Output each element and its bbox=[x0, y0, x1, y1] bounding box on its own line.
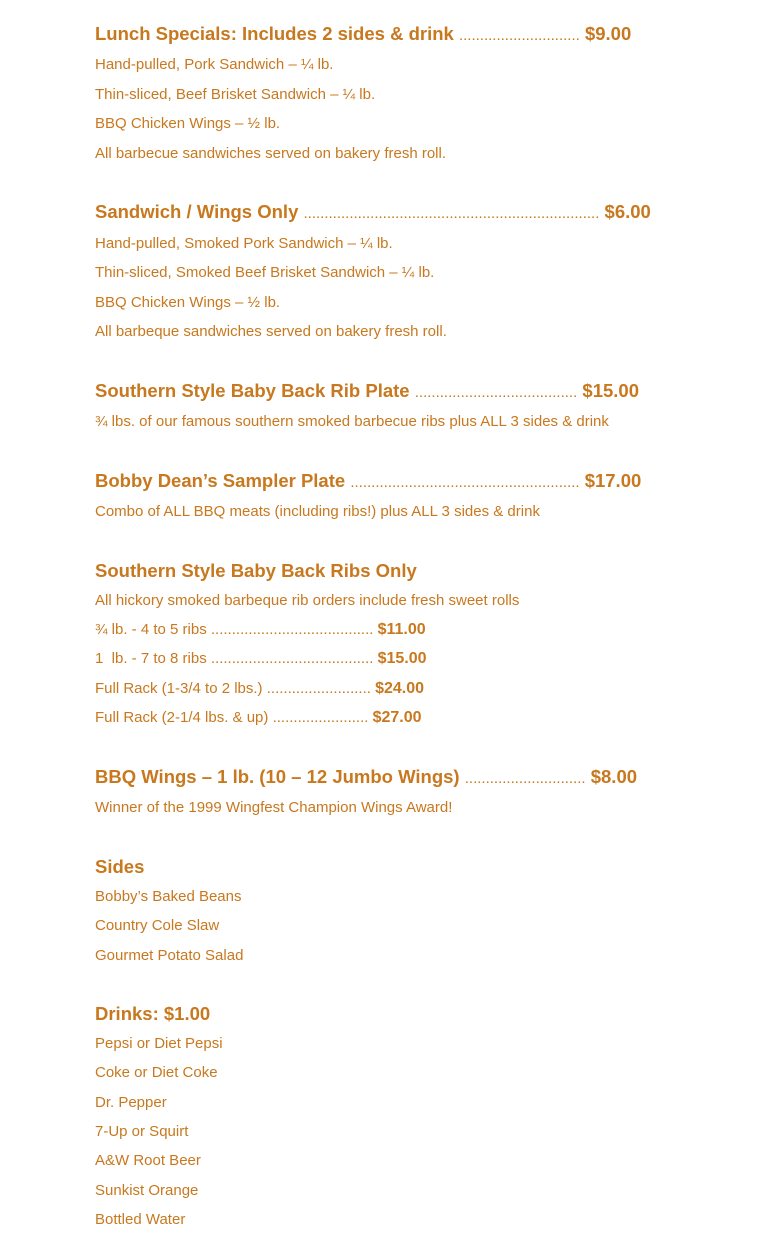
menu-item: Thin-sliced, Smoked Beef Brisket Sandwich – ¼ lb. bbox=[95, 264, 435, 282]
spacer bbox=[95, 733, 755, 762]
rib-plate-price: $15.00 bbox=[582, 379, 640, 401]
spacer bbox=[95, 823, 755, 852]
side-item: Gourmet Potato Salad bbox=[95, 946, 244, 964]
rib-option-label: Full Rack (2-1/4 lbs. & up) bbox=[95, 709, 269, 727]
lunch-specials-price: $9.00 bbox=[584, 23, 632, 44]
menu bbox=[95, 19, 755, 1235]
ribs-only-heading bbox=[95, 556, 755, 585]
drink-item: Sunkist Orange bbox=[95, 1181, 199, 1199]
sides-heading: Sides bbox=[95, 856, 145, 878]
sampler-plate-price: $17.00 bbox=[584, 470, 642, 492]
bbq-wings-title: BBQ Wings – 1 lb. (10 – 12 Jumbo Wings) bbox=[95, 766, 460, 788]
menu-item: Hand-pulled, Smoked Pork Sandwich – ¼ lb. bbox=[95, 234, 393, 252]
lunch-specials-title: Lunch Specials: Includes 2 sides & drink bbox=[95, 23, 454, 44]
bbq-wings-heading bbox=[95, 762, 755, 793]
menu-note: All barbeque sandwiches served on bakery fresh roll. bbox=[95, 323, 447, 341]
rib-option-leader: ......................... bbox=[266, 679, 371, 697]
sandwich-wings-price: $6.00 bbox=[604, 201, 651, 223]
bbq-wings-price: $8.00 bbox=[590, 766, 638, 788]
bbq-wings-description: Winner of the 1999 Wingfest Champion Wings Award! bbox=[95, 799, 453, 817]
rib-option-price: $24.00 bbox=[375, 679, 425, 697]
ribs-only-description: All hickory smoked barbeque rib orders include fresh sweet rolls bbox=[95, 591, 520, 609]
rib-option-leader: ....................... bbox=[272, 709, 369, 727]
menu-note: All barbecue sandwiches served on bakery fresh roll. bbox=[95, 144, 447, 162]
drink-item: Pepsi or Diet Pepsi bbox=[95, 1034, 223, 1052]
drink-item: Bottled Water bbox=[95, 1211, 186, 1229]
lunch-specials-heading bbox=[95, 19, 755, 50]
sampler-plate-description: Combo of ALL BBQ meats (including ribs!) plus ALL 3 sides & drink bbox=[95, 503, 540, 521]
drink-item: A&W Root Beer bbox=[95, 1152, 201, 1170]
sampler-plate-heading bbox=[95, 466, 755, 497]
menu-item: BBQ Chicken Wings – ½ lb. bbox=[95, 115, 281, 133]
rib-option bbox=[95, 644, 755, 673]
rib-option-label: ¾ lb. - 4 to 5 ribs bbox=[95, 621, 207, 639]
rib-plate-leader: ....................................... bbox=[414, 383, 578, 401]
spacer bbox=[95, 527, 755, 556]
lunch-specials-leader: ............................. bbox=[458, 27, 580, 44]
sandwich-wings-title: Sandwich / Wings Only bbox=[95, 201, 299, 223]
bbq-wings-leader: ............................. bbox=[464, 770, 586, 788]
menu-item: Hand-pulled, Pork Sandwich – ¼ lb. bbox=[95, 56, 334, 74]
side-item: Bobby’s Baked Beans bbox=[95, 887, 242, 905]
sandwich-wings-leader: ....................................................................... bbox=[303, 205, 600, 223]
drink-item: Dr. Pepper bbox=[95, 1093, 167, 1111]
menu-item: Thin-sliced, Beef Brisket Sandwich – ¼ lb. bbox=[95, 85, 376, 103]
rib-option-leader: ....................................... bbox=[210, 650, 374, 668]
drink-item: Coke or Diet Coke bbox=[95, 1064, 218, 1082]
sandwich-wings-heading bbox=[95, 197, 755, 228]
ribs-only-title: Southern Style Baby Back Ribs Only bbox=[95, 560, 417, 582]
rib-option-price: $15.00 bbox=[377, 650, 427, 668]
rib-option-leader: ....................................... bbox=[210, 621, 374, 639]
rib-option bbox=[95, 703, 755, 732]
rib-option-label: 1 lb. - 7 to 8 ribs bbox=[95, 650, 207, 668]
rib-option-price: $27.00 bbox=[372, 709, 422, 727]
rib-plate-title: Southern Style Baby Back Rib Plate bbox=[95, 379, 410, 401]
drink-item: 7-Up or Squirt bbox=[95, 1122, 189, 1140]
sampler-plate-title: Bobby Dean’s Sampler Plate bbox=[95, 470, 346, 492]
rib-option-label: Full Rack (1-3/4 to 2 lbs.) bbox=[95, 679, 263, 697]
rib-plate-description: ¾ lbs. of our famous southern smoked barbecue ribs plus ALL 3 sides & drink bbox=[95, 413, 609, 431]
spacer bbox=[95, 346, 755, 375]
side-item: Country Cole Slaw bbox=[95, 917, 220, 935]
spacer bbox=[95, 168, 755, 197]
rib-option bbox=[95, 615, 755, 644]
spacer bbox=[95, 970, 755, 999]
rib-option-price: $11.00 bbox=[377, 621, 426, 639]
drinks-heading: Drinks: $1.00 bbox=[95, 1003, 211, 1025]
rib-option bbox=[95, 674, 755, 703]
spacer bbox=[95, 437, 755, 466]
rib-plate-heading bbox=[95, 376, 755, 407]
menu-item: BBQ Chicken Wings – ½ lb. bbox=[95, 293, 281, 311]
sampler-plate-leader: ....................................................... bbox=[350, 474, 580, 492]
